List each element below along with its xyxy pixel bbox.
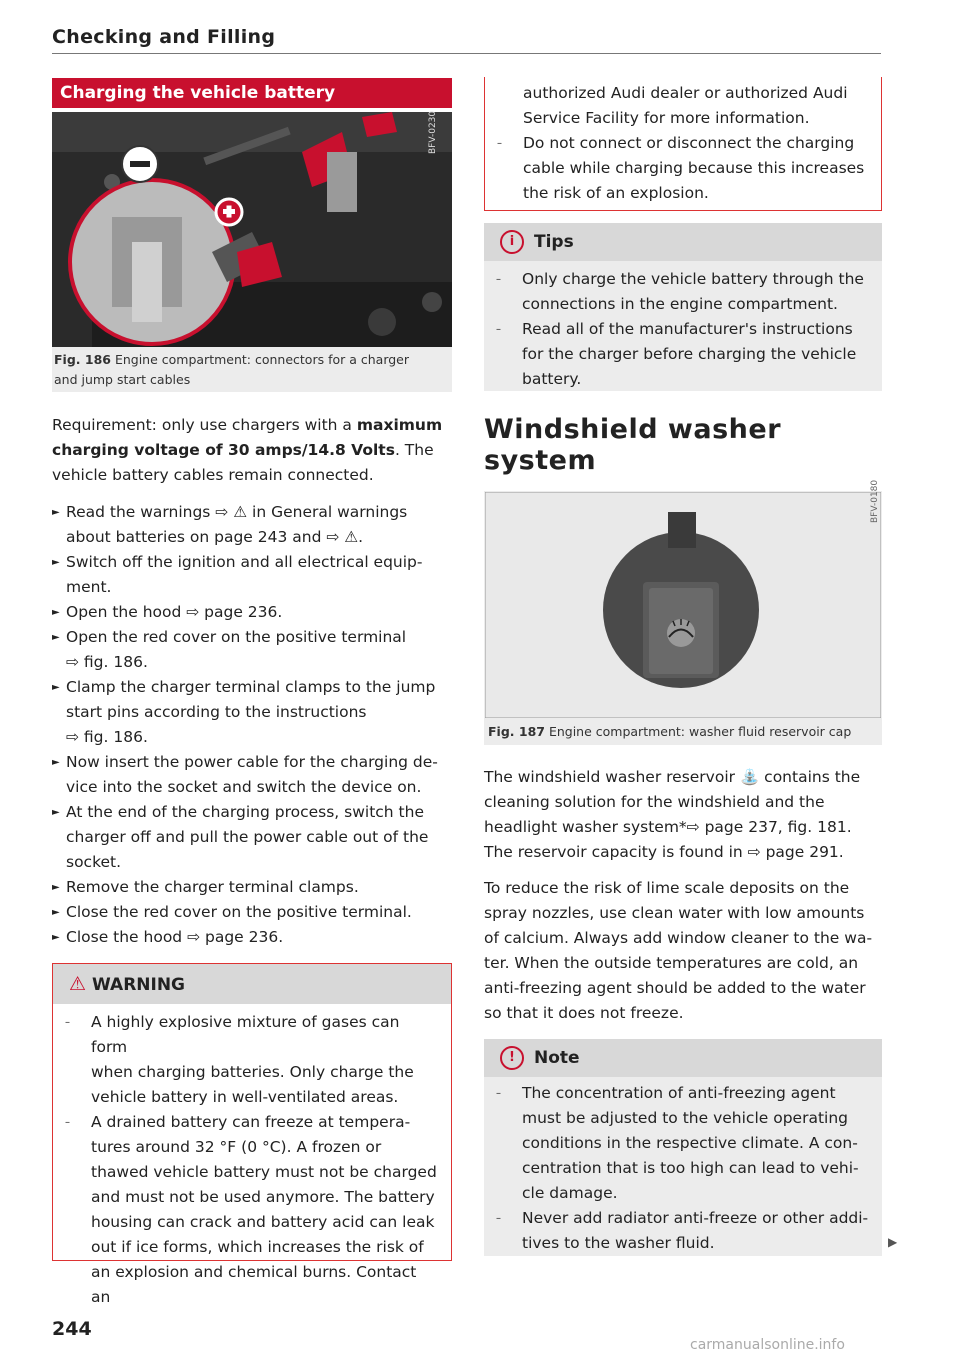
washer-symbol-icon [667, 619, 695, 647]
bullet-arrow-icon: ► [52, 682, 60, 693]
list-item: ► Switch off the ignition and all electrical equip- ment. [52, 550, 452, 600]
list-item: – The concentration of anti-freezing agent must be adjusted to the vehicle operating conditions in the respective climate. A con- centration that is too high can lead to vehi- cle damage. [496, 1084, 859, 1202]
bullet-arrow-icon: ► [52, 557, 60, 568]
note-list [484, 1077, 882, 1256]
bullet-arrow-icon: ► [52, 632, 60, 643]
list-item: ► Open the red cover on the positive terminal ⇨ fig. 186. [52, 625, 452, 675]
page-number: 244 [52, 1318, 92, 1340]
figure-code: BFV-0180 [870, 479, 880, 523]
list-item: ► Clamp the charger terminal clamps to the jump start pins according to the instructions ⇨ fig. 186. [52, 675, 452, 750]
washer-reservoir-cap-illustration [485, 492, 881, 718]
bullet-arrow-icon: ► [52, 757, 60, 768]
washer-paragraph-1: The windshield washer reservoir ⛲ contains the cleaning solution for the windshield and the headlight washer system*⇨ page 237, fig. 181. The reservoir capacity is found in ⇨ page 291. [484, 768, 861, 861]
tips-title: Tips [534, 232, 574, 252]
list-item: ► Read the warnings ⇨ ⚠ in General warnings about batteries on page 243 and ⇨ ⚠. [52, 500, 452, 550]
note-box [484, 1039, 882, 1256]
warning-box [52, 963, 452, 1306]
bullet-arrow-icon: ► [52, 507, 60, 518]
charging-steps-list [52, 500, 452, 950]
warning-header [53, 964, 451, 1004]
list-item: ► Open the hood ⇨ page 236. [52, 600, 452, 625]
figure-label: Fig. 187 [488, 724, 545, 739]
figure-code: BFV-0230 [428, 110, 438, 154]
figure-caption: Fig. 187 Engine compartment: washer fluid reservoir cap [488, 724, 852, 739]
list-item: – Read all of the manufacturer's instructions for the charger before charging the vehicle battery. [496, 320, 857, 388]
warning-list [53, 1004, 451, 1310]
continue-arrow-icon: ▶ [888, 1235, 898, 1249]
warning-title: WARNING [92, 975, 186, 995]
list-item: ► At the end of the charging process, switch the charger off and pull the power cable out of the socket. [52, 800, 452, 875]
list-item: – A highly explosive mixture of gases can form when charging batteries. Only charge the vehicle battery in well-ventilated areas. [65, 1013, 414, 1106]
tips-header [484, 223, 882, 261]
requirement-paragraph: Requirement: only use chargers with a maximum charging voltage of 30 amps/14.8 Volts. The vehicle battery cables remain connected. [52, 416, 443, 484]
bullet-arrow-icon: ► [52, 807, 60, 818]
figure-caption: Fig. 186 Engine compartment: connectors for a charger and jump start cables [54, 352, 410, 387]
header-divider [52, 53, 881, 54]
section-title: Charging the vehicle battery [52, 78, 452, 108]
list-item: – Only charge the vehicle battery through the connections in the engine compartment. [496, 270, 864, 313]
list-item: ► Remove the charger terminal clamps. [52, 875, 452, 900]
note-title: Note [534, 1048, 580, 1068]
tips-box [484, 223, 882, 391]
list-item: ► Close the hood ⇨ page 236. [52, 925, 452, 950]
figure-186 [52, 112, 452, 392]
figure-label: Fig. 186 [54, 352, 111, 367]
note-icon: ! [500, 1046, 524, 1070]
list-item: – Do not connect or disconnect the charging cable while charging because this increases the risk of an explosion. [497, 134, 865, 202]
figure-187 [484, 479, 882, 745]
bullet-arrow-icon: ► [52, 882, 60, 893]
washer-paragraph-2: To reduce the risk of lime scale deposits on the spray nozzles, use clean water with low amounts of calcium. Always add window cleaner to the wa- ter. When the outside temperatures are cold, an anti-freezing agent should be added to the water so that it does not freeze. [484, 879, 873, 1022]
info-icon: i [500, 230, 524, 254]
warning-triangle-icon: ⚠ [69, 973, 87, 995]
bullet-arrow-icon: ► [52, 932, 60, 943]
magnifier-circle [70, 180, 234, 344]
watermark: carmanualsonline.info [690, 1337, 845, 1353]
bullet-arrow-icon: ► [52, 907, 60, 918]
list-item: – Never add radiator anti-freeze or other addi- tives to the washer fluid. [496, 1209, 869, 1252]
note-header [484, 1039, 882, 1077]
positive-terminal-icon [216, 199, 242, 225]
list-item: ► Now insert the power cable for the charging de- vice into the socket and switch the device on. [52, 750, 452, 800]
section-heading-windshield-washer: Windshield washer system [484, 414, 782, 476]
list-item: – A drained battery can freeze at tempera- tures around 32 °F (0 °C). A frozen or thawed vehicle battery must not be charged and must not be used anymore. The battery housing can crack and battery acid can leak out if ice forms, which increases the risk of an explosion and chemical burns. Contact an [65, 1113, 437, 1306]
list-item: ► Close the red cover on the positive terminal. [52, 900, 452, 925]
battery-connectors-illustration [52, 112, 452, 347]
bullet-arrow-icon: ► [52, 607, 60, 618]
negative-terminal-icon [122, 146, 158, 182]
warning-box-continued: authorized Audi dealer or authorized Audi Service Facility for more information. – Do not connect or disconnect the charging cable while charging because this increases the risk of an explosion. [484, 77, 882, 211]
tips-list [484, 261, 882, 391]
chapter-title: Checking and Filling [52, 26, 276, 48]
